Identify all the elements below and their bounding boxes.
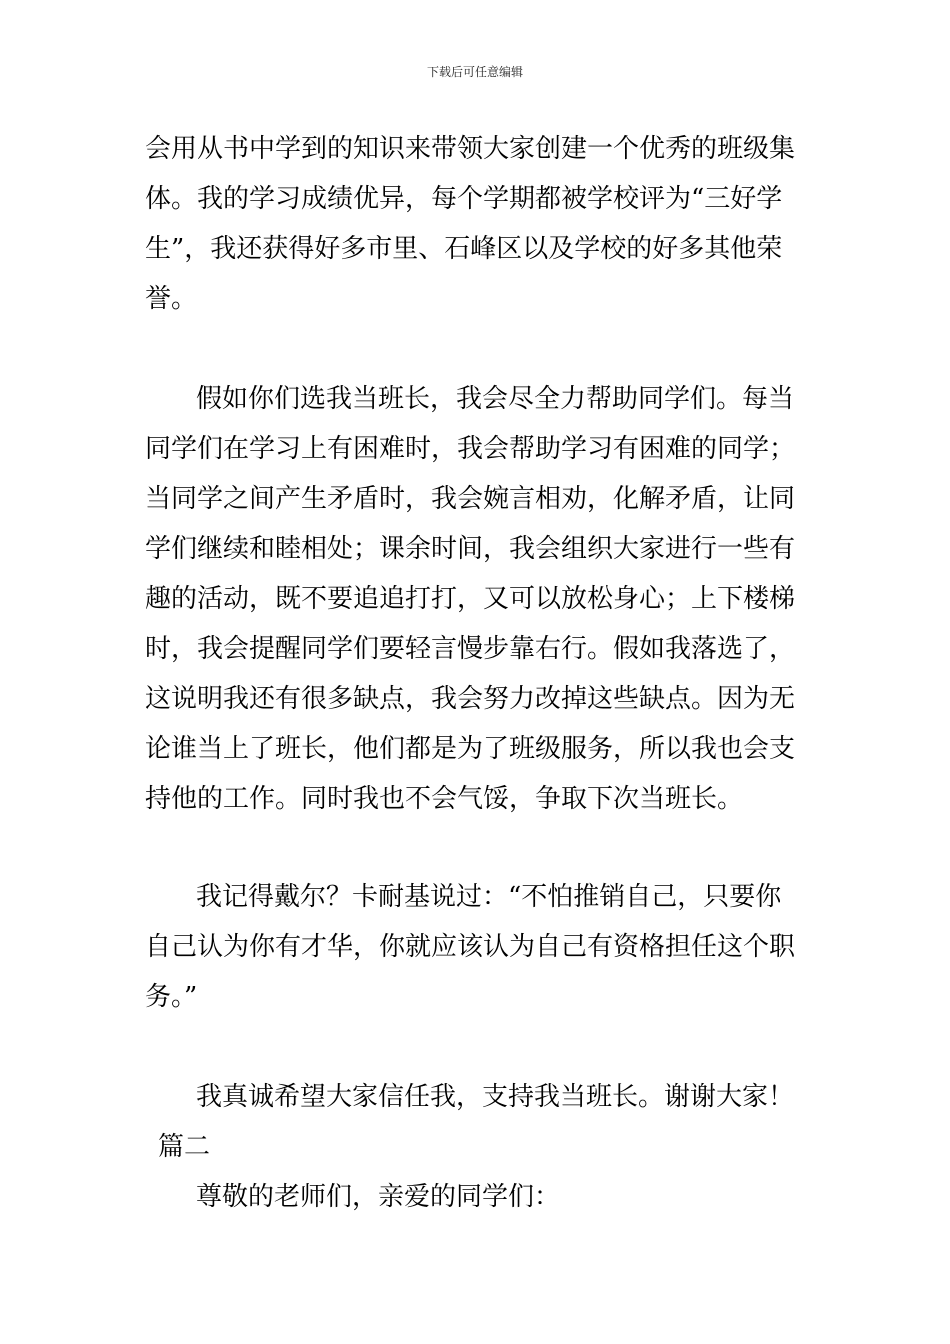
- page-header: 下载后可任意编辑: [426, 65, 523, 79]
- paragraph-line: 我真诚希望大家信任我，支持我当班长。谢谢大家！: [196, 1082, 795, 1112]
- paragraph-line: 学们继续和睦相处；课余时间，我会组织大家进行一些有: [145, 534, 796, 564]
- paragraph-line: 论谁当上了班长，他们都是为了班级服务，所以我也会支: [145, 734, 796, 764]
- paragraph-line: 当同学之间产生矛盾时，我会婉言相劝，化解矛盾，让同: [145, 484, 796, 514]
- paragraph-line: 持他的工作。同时我也不会气馁，争取下次当班长。: [145, 784, 744, 814]
- paragraph-line: 会用从书中学到的知识来带领大家创建一个优秀的班级集: [145, 134, 796, 164]
- paragraph-line: 自己认为你有才华，你就应该认为自己有资格担任这个职: [145, 932, 796, 962]
- paragraph-line: 这说明我还有很多缺点，我会努力改掉这些缺点。因为无: [145, 684, 796, 714]
- paragraph-line: 趣的活动，既不要追追打打，又可以放松身心；上下楼梯: [145, 584, 796, 614]
- paragraph-line: 我记得戴尔？卡耐基说过：“不怕推销自己，只要你: [196, 882, 782, 912]
- paragraph-line: 务。”: [145, 982, 198, 1012]
- paragraph-line: 生”，我还获得好多市里、石峰区以及学校的好多其他荣: [145, 234, 783, 264]
- paragraph-line: 誉。: [145, 284, 198, 314]
- section-heading: 篇二: [158, 1132, 211, 1162]
- paragraph-line: 同学们在学习上有困难时，我会帮助学习有困难的同学；: [145, 434, 796, 464]
- paragraph-line: 假如你们选我当班长，我会尽全力帮助同学们。每当: [196, 384, 795, 414]
- paragraph-line: 时，我会提醒同学们要轻言慢步靠右行。假如我落选了，: [145, 634, 796, 664]
- paragraph-line: 体。我的学习成绩优异，每个学期都被学校评为“三好学: [145, 184, 783, 214]
- salutation-line: 尊敬的老师们，亲爱的同学们：: [196, 1182, 561, 1212]
